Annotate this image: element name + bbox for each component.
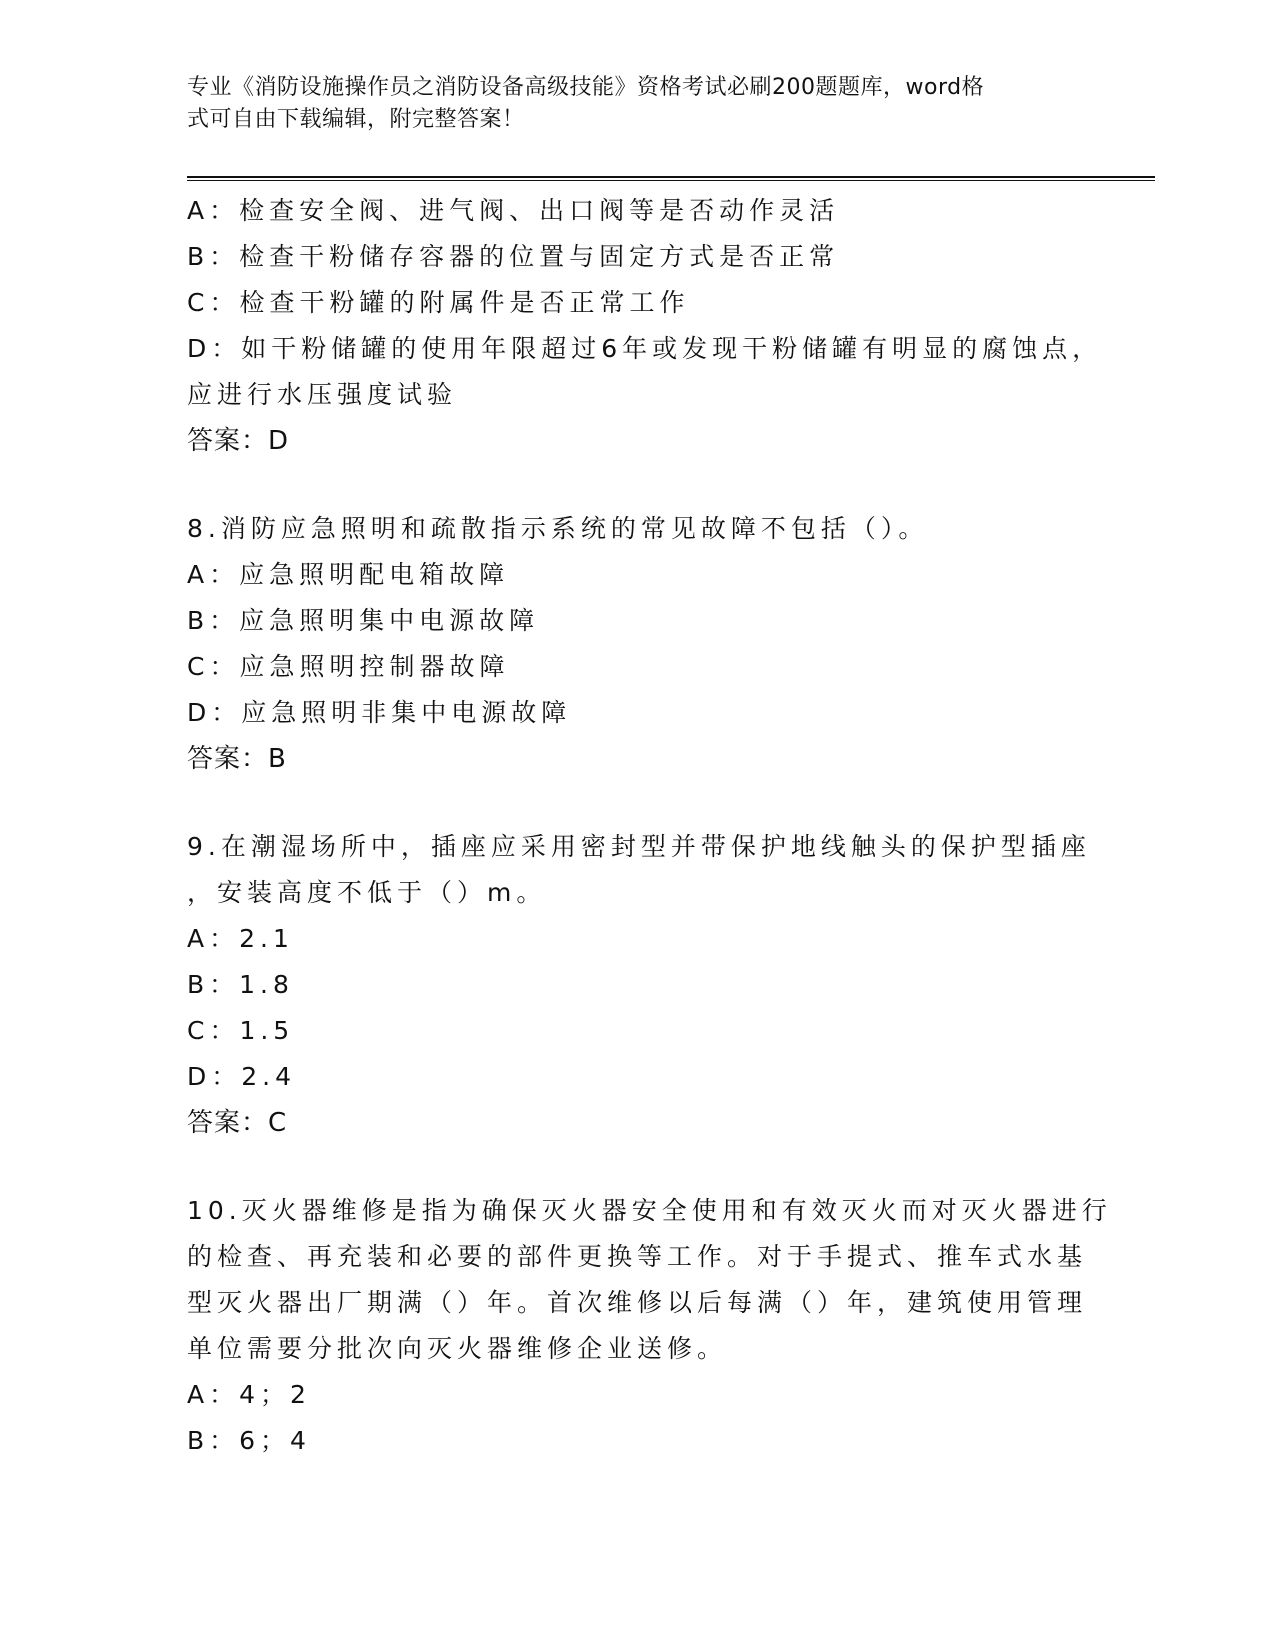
q9-option-b: B：1.8	[187, 970, 294, 999]
question-8	[187, 506, 1087, 782]
q10-question-line-4: 单位需要分批次向灭火器维修企业送修。	[187, 1334, 728, 1363]
question-10	[187, 1188, 1112, 1464]
q9-option-a: A：2.1	[187, 924, 294, 953]
q10-question-line-3: 型灭火器出厂期满（）年。首次维修以后每满（）年，建筑使用管理	[187, 1288, 1088, 1317]
q8-answer: 答案：B	[187, 744, 287, 774]
q7-option-d-continued: 应进行水压强度试验	[187, 380, 458, 409]
header-line-2: 式可自由下载编辑，附完整答案！	[187, 107, 525, 132]
header-divider	[187, 176, 1155, 181]
spacer	[187, 464, 1087, 506]
q8-question: 8.消防应急照明和疏散指示系统的常见故障不包括（）。	[187, 514, 929, 543]
q7-option-c: C：检查干粉罐的附属件是否正常工作	[187, 288, 690, 317]
q7-answer: 答案：D	[187, 426, 290, 456]
q10-option-b: B：6；4	[187, 1426, 311, 1455]
question-9	[187, 824, 1091, 1146]
q7-option-a: A：检查安全阀、进气阀、出口阀等是否动作灵活	[187, 196, 840, 225]
q8-option-b: B：应急照明集中电源故障	[187, 606, 540, 635]
spacer	[187, 782, 1087, 824]
q10-question-line-1: 10.灭火器维修是指为确保灭火器安全使用和有效灭火而对灭火器进行	[187, 1196, 1112, 1225]
q7-option-b: B：检查干粉储存容器的位置与固定方式是否正常	[187, 242, 840, 271]
q10-option-a: A：4；2	[187, 1380, 311, 1409]
q9-question-line-1: 9.在潮湿场所中，插座应采用密封型并带保护地线触头的保护型插座	[187, 832, 1091, 861]
question-7	[187, 188, 1103, 464]
q7-option-d: D：如干粉储罐的使用年限超过6年或发现干粉储罐有明显的腐蚀点，	[187, 334, 1103, 363]
question-content	[187, 188, 1112, 1464]
header-line-1: 专业《消防设施操作员之消防设备高级技能》资格考试必刷200题题库，word格	[187, 75, 985, 100]
q8-option-a: A：应急照明配电箱故障	[187, 560, 510, 589]
q9-answer: 答案：C	[187, 1108, 288, 1138]
document-header	[187, 72, 1087, 136]
q9-option-c: C：1.5	[187, 1016, 295, 1045]
q9-question-line-2: ，安装高度不低于（）m。	[187, 878, 547, 907]
q8-option-c: C：应急照明控制器故障	[187, 652, 510, 681]
q10-question-line-2: 的检查、再充装和必要的部件更换等工作。对于手提式、推车式水基	[187, 1242, 1088, 1271]
q8-option-d: D：应急照明非集中电源故障	[187, 698, 572, 727]
q9-option-d: D：2.4	[187, 1062, 297, 1091]
spacer	[187, 1146, 1087, 1188]
